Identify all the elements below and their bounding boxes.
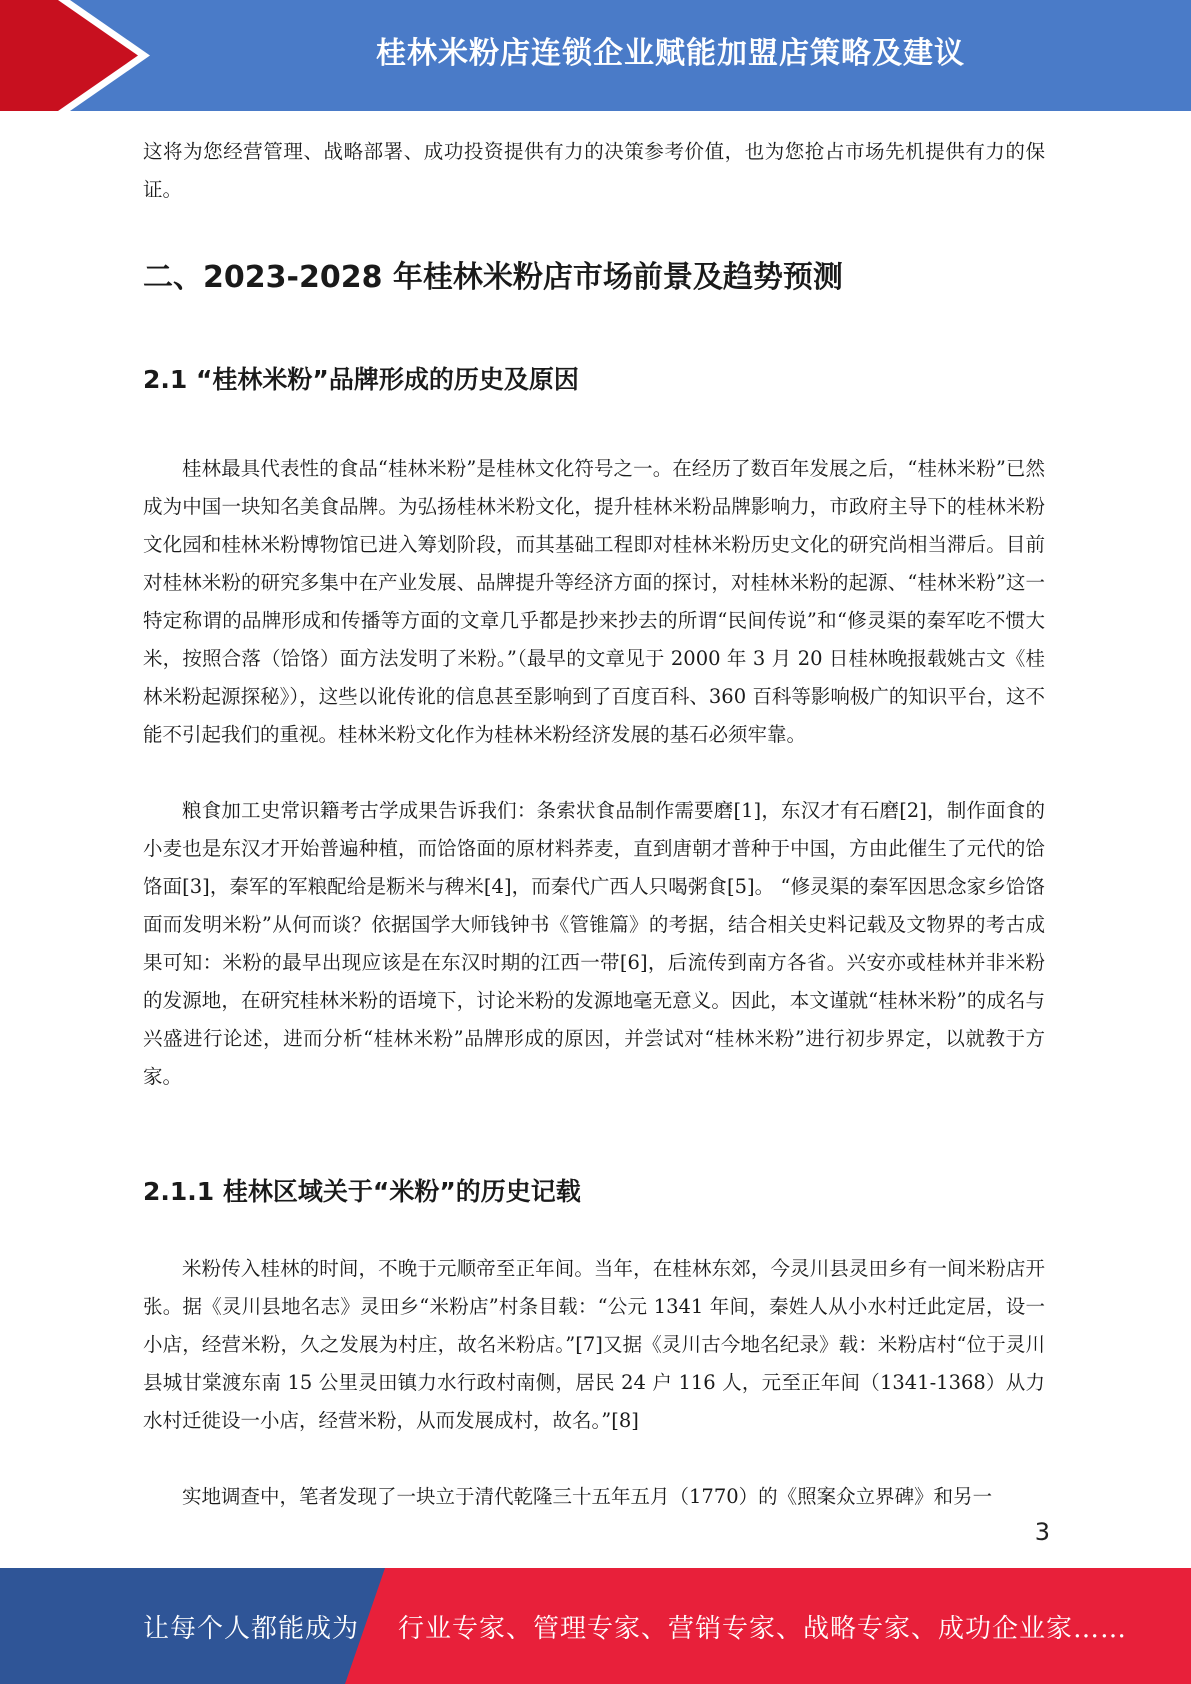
- intro-paragraph: 这将为您经营管理、战略部署、成功投资提供有力的决策参考价值，也为您抢占市场先机提供有力的保证。: [143, 140, 1045, 201]
- body-paragraph: 桂林最具代表性的食品“桂林米粉”是桂林文化符号之一。在经历了数百年发展之后，“桂林米粉”已然成为中国一块知名美食品牌。为弘扬桂林米粉文化，提升桂林米粉品牌影响力，市政府主导下的桂林米粉文化园和桂林米粉博物馆已进入筹划阶段，而其基础工程即对桂林米粉历史文化的研究尚相当滞后。目前对桂林米粉的研究多集中在产业发展、品牌提升等经济方面的探讨，对桂林米粉的起源、“桂林米粉”这一特定称谓的品牌形成和传播等方面的文章几乎都是抄来抄去的所谓“民间传说”和“修灵渠的秦军吃不惯大米，按照合落（饸饹）面方法发明了米粉。”（最早的文章见于 2000 年 3 月 20 日桂林晚报载姚古文《桂林米粉起源探秘》），这些以讹传讹的信息甚至影响到了百度百科、360 百科等影响极广的知识平台，这不能不引起我们的重视。桂林米粉文化作为桂林米粉经济发展的基石必须牢靠。: [143, 457, 1045, 746]
- page-header: [0, 0, 1191, 111]
- footer-slogan-left: 让每个人都能成为: [143, 1613, 360, 1644]
- page-footer: [0, 1568, 1191, 1684]
- header-title: 桂林米粉店连锁企业赋能加盟店策略及建议: [376, 36, 965, 71]
- red-chevron-icon: [0, 0, 160, 111]
- subsection-body: [143, 450, 1045, 1096]
- page-number: 3: [1034, 1518, 1050, 1546]
- body-paragraph: 实地调查中，笔者发现了一块立于清代乾隆三十五年五月（1770）的《照案众立界碑》和另一: [182, 1485, 993, 1508]
- subsubsection-body: [143, 1250, 1045, 1516]
- body-paragraph: 粮食加工史常识籍考古学成果告诉我们：条索状食品制作需要磨[1]，东汉才有石磨[2]，制作面食的小麦也是东汉才开始普遍种植，而饸饹面的原材料荞麦，直到唐朝才普种于中国，方由此催生了元代的饸饹面[3]，秦军的军粮配给是粝米与稗米[4]，而秦代广西人只喝粥食[5]。 “修灵渠的秦军因思念家乡饸饹面而发明米粉”从何而谈？依据国学大师钱钟书《管锥篇》的考据，结合相关史料记载及文物界的考古成果可知：米粉的最早出现应该是在东汉时期的江西一带[6]，后流传到南方各省。兴安亦或桂林并非米粉的发源地，在研究桂林米粉的语境下，讨论米粉的发源地毫无意义。因此，本文谨就“桂林米粉”的成名与兴盛进行论述，进而分析“桂林米粉”品牌形成的原因，并尝试对“桂林米粉”进行初步界定，以就教于方家。: [143, 799, 1045, 1088]
- intro-block: [143, 133, 1045, 209]
- body-paragraph: 米粉传入桂林的时间，不晚于元顺帝至正年间。当年，在桂林东郊，今灵川县灵田乡有一间米粉店开张。据《灵川县地名志》灵田乡“米粉店”村条目载：“公元 1341 年间，秦姓人从小水村迁此定居，设一小店，经营米粉，久之发展为村庄，故名米粉店。”[7]又据《灵川古今地名纪录》载：米粉店村“位于灵川县城甘棠渡东南 15 公里灵田镇力水行政村南侧，居民 24 户 116 人，元至正年间（1341-1368）从力水村迁徙设一小店，经营米粉，从而发展成村，故名。”[8]: [143, 1257, 1045, 1432]
- footer-slogan-right: 行业专家、管理专家、营销专家、战略专家、成功企业家……: [398, 1613, 1128, 1644]
- subsubsection-heading: 2.1.1 桂林区域关于“米粉”的历史记载: [143, 1177, 581, 1206]
- section-heading: 二、2023-2028 年桂林米粉店市场前景及趋势预测: [143, 260, 843, 295]
- subsection-heading: 2.1 “桂林米粉”品牌形成的历史及原因: [143, 365, 579, 394]
